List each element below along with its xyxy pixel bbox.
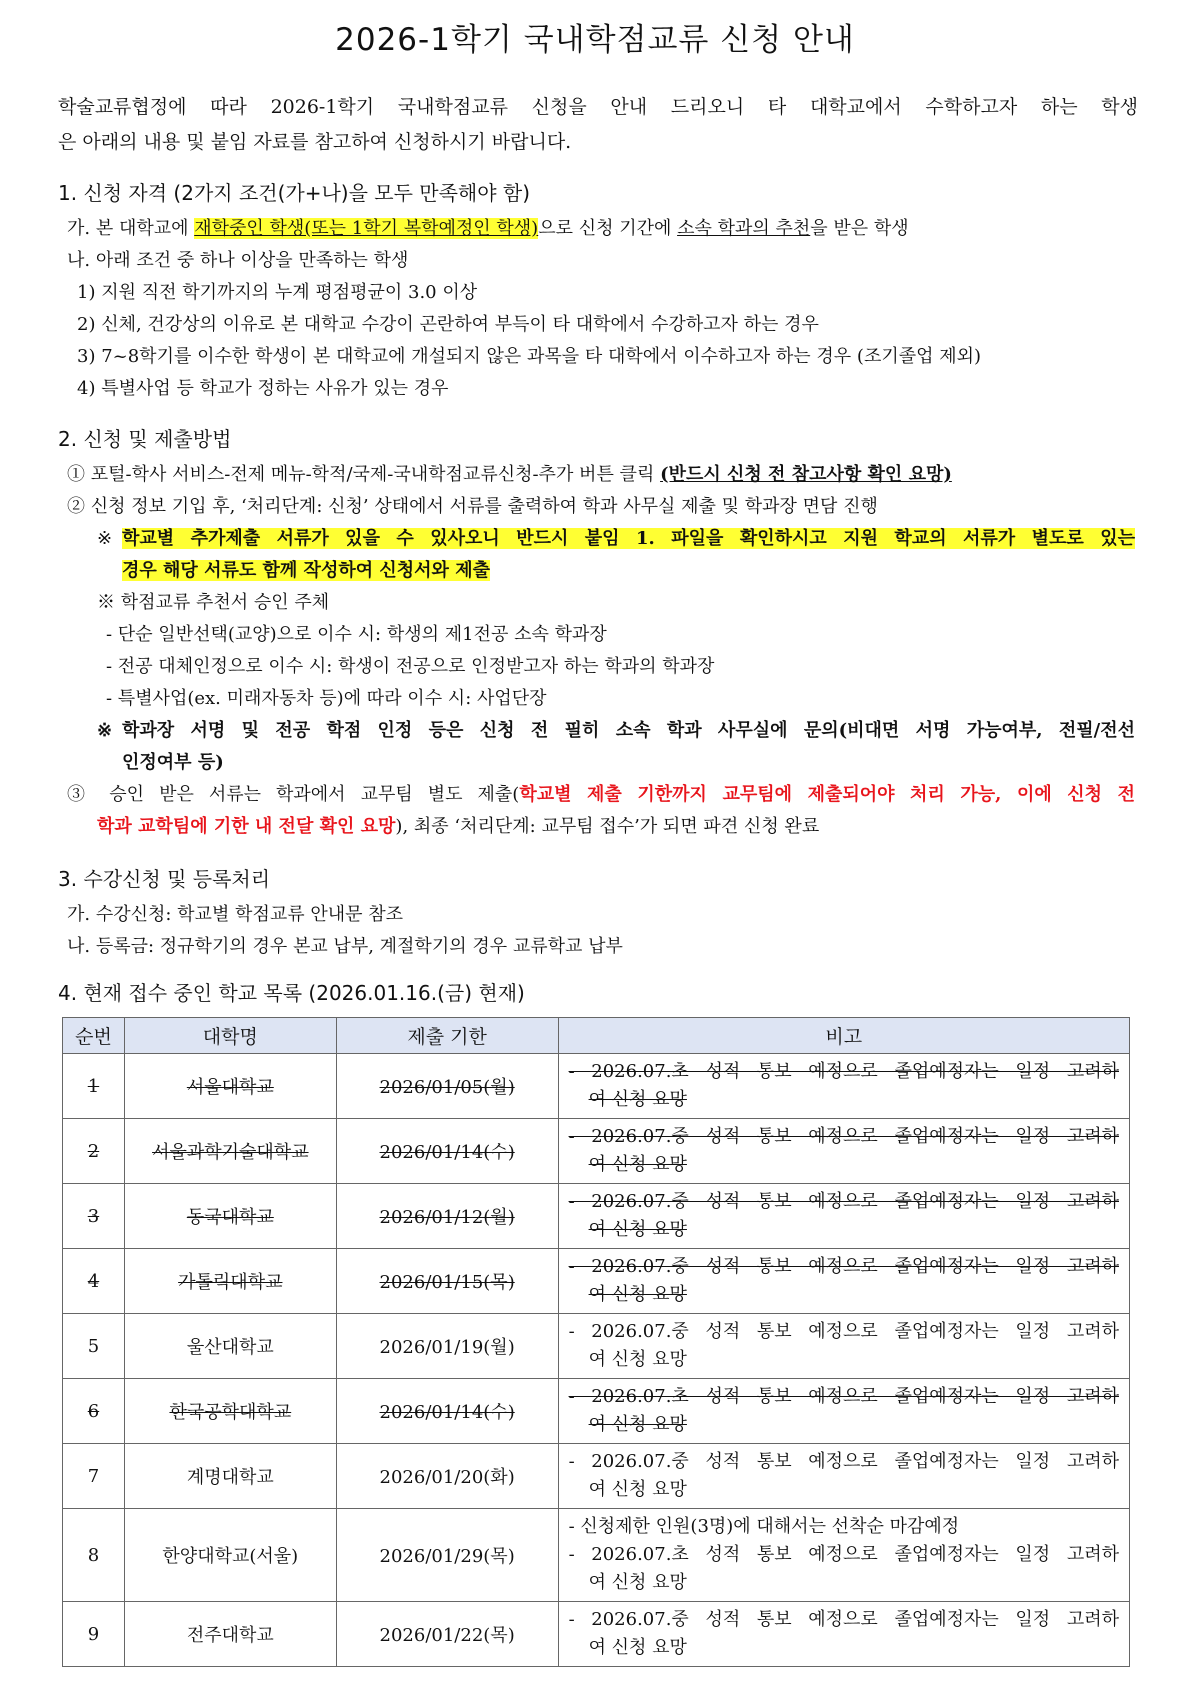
section-1-item: 3) 7~8학기를 이수한 학생이 본 대학교에 개설되지 않은 과목을 타 대학에서 이수하고자 하는 경우 (조기졸업 제외)	[77, 346, 982, 367]
university-name-cell	[124, 1509, 336, 1602]
column-header-deadline: 제출 기한	[336, 1018, 558, 1054]
row-number: 2	[87, 1140, 100, 1162]
note-3-mark: ※	[97, 720, 113, 741]
intro-line-2: 은 아래의 내용 및 붙임 자료를 참고하여 신청하시기 바랍니다.	[58, 131, 572, 153]
notes-cell	[558, 1314, 1129, 1379]
note-text-cont: 여 신청 요망	[588, 1089, 687, 1110]
deadline: 2026/01/29(목)	[379, 1546, 515, 1567]
deadline: 2026/01/19(월)	[379, 1337, 515, 1358]
deadline-cell	[336, 1054, 558, 1119]
university-name-cell	[124, 1444, 336, 1509]
intro-line-1: 학술교류협정에 따라 2026-1학기 국내학점교류 신청을 안내 드리오니 타 대학교에서 수학하고자 하는 학생	[58, 96, 1138, 118]
note-text-cont: 여 신청 요망	[588, 1572, 687, 1593]
note-text: - 2026.07.중 성적 통보 예정으로 졸업예정자는 일정 고려하	[568, 1256, 1119, 1277]
note-text-cont: 여 신청 요망	[588, 1349, 687, 1370]
row-number: 6	[87, 1400, 100, 1422]
section-2-step-3-line-1	[67, 781, 1135, 809]
note-text: - 2026.07.중 성적 통보 예정으로 졸업예정자는 일정 고려하	[568, 1126, 1119, 1147]
step-3-red-1: 학교별 제출 기한까지 교무팀에 제출되어야 처리 가능, 이에 신청 전	[519, 784, 1136, 805]
deadline-cell	[336, 1119, 558, 1184]
dash-item: - 전공 대체인정으로 이수 시: 학생이 전공으로 인정받고자 하는 학과의 학과장	[106, 656, 715, 677]
step-3-red-2: 학과 교학팀에 기한 내 전달 확인 요망	[97, 816, 396, 837]
column-header-name: 대학명	[124, 1018, 336, 1054]
table-row	[63, 1509, 1130, 1602]
notes-cell	[558, 1379, 1129, 1444]
notes-cell	[558, 1184, 1129, 1249]
step-3-suffix: ), 최종 ‘처리단계: 교무팀 접수’가 되면 파견 신청 완료	[395, 816, 820, 837]
table-row	[63, 1054, 1130, 1119]
university-name-cell	[124, 1184, 336, 1249]
deadline: 2026/01/22(목)	[379, 1625, 515, 1646]
university-name-cell	[124, 1379, 336, 1444]
section-1-ga-underline: 소속 학과의 추천	[677, 218, 811, 239]
page-title: 2026-1학기 국내학점교류 신청 안내	[335, 22, 855, 58]
note-1-line-1: 학교별 추가제출 서류가 있을 수 있사오니 반드시 붙임 1. 파일을 확인하시고 지원 학교의 서류가 별도로 있는	[122, 528, 1135, 549]
notes-cell	[558, 1602, 1129, 1667]
notes-cell	[558, 1054, 1129, 1119]
table-row	[63, 1314, 1130, 1379]
row-number-cell	[63, 1314, 125, 1379]
section-3-na: 나. 등록금: 정규학기의 경우 본교 납부, 계절학기의 경우 교류학교 납부	[67, 936, 623, 957]
deadline: 2026/01/15(목)	[379, 1272, 515, 1293]
note-text: - 2026.07.초 성적 통보 예정으로 졸업예정자는 일정 고려하	[568, 1544, 1119, 1565]
note-text: - 2026.07.초 성적 통보 예정으로 졸업예정자는 일정 고려하	[568, 1061, 1119, 1082]
university-name: 동국대학교	[186, 1207, 274, 1228]
section-1-ga	[67, 215, 909, 243]
school-list-table	[62, 1017, 1130, 1667]
university-name-cell	[124, 1054, 336, 1119]
note-text-cont: 여 신청 요망	[588, 1284, 687, 1305]
university-name-cell	[124, 1119, 336, 1184]
note-text: - 2026.07.중 성적 통보 예정으로 졸업예정자는 일정 고려하	[568, 1321, 1119, 1342]
note-text-cont: 여 신청 요망	[588, 1154, 687, 1175]
section-1-item: 1) 지원 직전 학기까지의 누계 평점평균이 3.0 이상	[77, 282, 478, 303]
column-header-notes: 비고	[558, 1018, 1129, 1054]
row-number-cell	[63, 1249, 125, 1314]
note-text: - 2026.07.중 성적 통보 예정으로 졸업예정자는 일정 고려하	[568, 1609, 1119, 1630]
section-1-ga-suffix: 을 받은 학생	[810, 218, 909, 239]
deadline-cell	[336, 1602, 558, 1667]
row-number-cell	[63, 1054, 125, 1119]
section-1-ga-mid: 으로 신청 기간에	[538, 218, 678, 239]
table-row	[63, 1444, 1130, 1509]
section-3-heading: 3. 수강신청 및 등록처리	[58, 867, 271, 891]
note-text-cont: 여 신청 요망	[588, 1637, 687, 1658]
university-name-cell	[124, 1314, 336, 1379]
section-1-ga-prefix: 가. 본 대학교에	[67, 218, 195, 239]
note-3-line-1: 학과장 서명 및 전공 학점 인정 등은 신청 전 필히 소속 학과 사무실에 문의(비대면 서명 가능여부, 전필/전선	[122, 720, 1135, 741]
deadline: 2026/01/14(수)	[379, 1142, 515, 1163]
row-number-cell	[63, 1509, 125, 1602]
deadline-cell	[336, 1314, 558, 1379]
section-1-na: 나. 아래 조건 중 하나 이상을 만족하는 학생	[67, 250, 409, 271]
deadline: 2026/01/14(수)	[379, 1402, 515, 1423]
row-number: 9	[87, 1623, 100, 1645]
note-text: - 2026.07.중 성적 통보 예정으로 졸업예정자는 일정 고려하	[568, 1191, 1119, 1212]
row-number: 7	[87, 1465, 100, 1487]
row-number-cell	[63, 1119, 125, 1184]
university-name: 한양대학교(서울)	[162, 1546, 299, 1567]
notes-cell	[558, 1119, 1129, 1184]
column-header-no: 순번	[63, 1018, 125, 1054]
notes-cell	[558, 1509, 1129, 1602]
deadline-cell	[336, 1444, 558, 1509]
row-number: 1	[87, 1075, 100, 1097]
row-number: 8	[87, 1544, 100, 1566]
section-4-heading: 4. 현재 접수 중인 학교 목록 (2026.01.16.(금) 현재)	[58, 981, 525, 1005]
deadline: 2026/01/20(화)	[379, 1467, 515, 1488]
note-3-line-2: 인정여부 등)	[122, 752, 224, 773]
section-2-step-2: ② 신청 정보 기입 후, ‘처리단계: 신청’ 상태에서 서류를 출력하여 학과 사무실 제출 및 학과장 면담 진행	[67, 496, 878, 517]
notes-cell	[558, 1249, 1129, 1314]
table-row	[63, 1379, 1130, 1444]
table-row	[63, 1249, 1130, 1314]
row-number: 3	[87, 1205, 100, 1227]
table-body	[63, 1054, 1130, 1667]
note-text: - 신청제한 인원(3명)에 대해서는 선착순 마감예정	[568, 1516, 960, 1537]
note-1-mark: ※	[97, 528, 113, 549]
note-1-line-2-wrap	[122, 557, 490, 585]
university-name-cell	[124, 1249, 336, 1314]
deadline-cell	[336, 1509, 558, 1602]
section-1-ga-highlight: 재학중인 학생(또는 1학기 복학예정인 학생)	[194, 218, 539, 239]
note-1-line-2: 경우 해당 서류도 함께 작성하여 신청서와 제출	[122, 560, 490, 581]
row-number: 5	[87, 1335, 100, 1357]
university-name: 서울대학교	[186, 1077, 274, 1098]
row-number-cell	[63, 1444, 125, 1509]
table-row	[63, 1184, 1130, 1249]
section-1-item: 2) 신체, 건강상의 이유로 본 대학교 수강이 곤란하여 부득이 타 대학에서 수강하고자 하는 경우	[77, 314, 819, 335]
notes-cell	[558, 1444, 1129, 1509]
deadline: 2026/01/12(월)	[379, 1207, 515, 1228]
row-number: 4	[87, 1270, 100, 1292]
table-header-row	[63, 1018, 1130, 1054]
note-text-cont: 여 신청 요망	[588, 1414, 687, 1435]
step-3-prefix: ③ 승인 받은 서류는 학과에서 교무팀 별도 제출(	[67, 784, 520, 805]
university-name: 한국공학대학교	[169, 1402, 292, 1423]
deadline-cell	[336, 1379, 558, 1444]
row-number-cell	[63, 1379, 125, 1444]
intro-paragraph	[58, 90, 1138, 160]
section-2-step-3-line-2	[97, 813, 819, 841]
university-name: 서울과학기술대학교	[152, 1142, 309, 1163]
dash-item: - 단순 일반선택(교양)으로 이수 시: 학생의 제1전공 소속 학과장	[106, 624, 607, 645]
step-1-text: ① 포털-학사 서비스-전제 메뉴-학적/국제-국내학점교류신청-추가 버튼 클릭	[67, 464, 661, 485]
university-name: 가톨릭대학교	[178, 1272, 283, 1293]
note-text: - 2026.07.중 성적 통보 예정으로 졸업예정자는 일정 고려하	[568, 1451, 1119, 1472]
section-1-item: 4) 특별사업 등 학교가 정하는 사유가 있는 경우	[77, 378, 449, 399]
university-name-cell	[124, 1602, 336, 1667]
university-name: 울산대학교	[186, 1337, 274, 1358]
section-1-heading: 1. 신청 자격 (2가지 조건(가+나)을 모두 만족해야 함)	[58, 181, 531, 205]
note-text-cont: 여 신청 요망	[588, 1219, 687, 1240]
note-2: ※ 학점교류 추천서 승인 주체	[97, 592, 330, 613]
university-name: 계명대학교	[186, 1467, 274, 1488]
row-number-cell	[63, 1602, 125, 1667]
section-2-heading: 2. 신청 및 제출방법	[58, 427, 232, 451]
section-3-ga: 가. 수강신청: 학교별 학점교류 안내문 참조	[67, 904, 403, 925]
table-row	[63, 1602, 1130, 1667]
dash-item: - 특별사업(ex. 미래자동차 등)에 따라 이수 시: 사업단장	[106, 688, 547, 709]
note-text: - 2026.07.초 성적 통보 예정으로 졸업예정자는 일정 고려하	[568, 1386, 1119, 1407]
table-row	[63, 1119, 1130, 1184]
deadline-cell	[336, 1249, 558, 1314]
step-1-bold: (반드시 신청 전 참고사항 확인 요망)	[660, 464, 952, 485]
note-1-line-1-wrap	[122, 525, 1135, 553]
row-number-cell	[63, 1184, 125, 1249]
section-2-step-1	[67, 461, 952, 489]
note-text-cont: 여 신청 요망	[588, 1479, 687, 1500]
deadline-cell	[336, 1184, 558, 1249]
deadline: 2026/01/05(월)	[379, 1077, 515, 1098]
university-name: 전주대학교	[186, 1625, 274, 1646]
